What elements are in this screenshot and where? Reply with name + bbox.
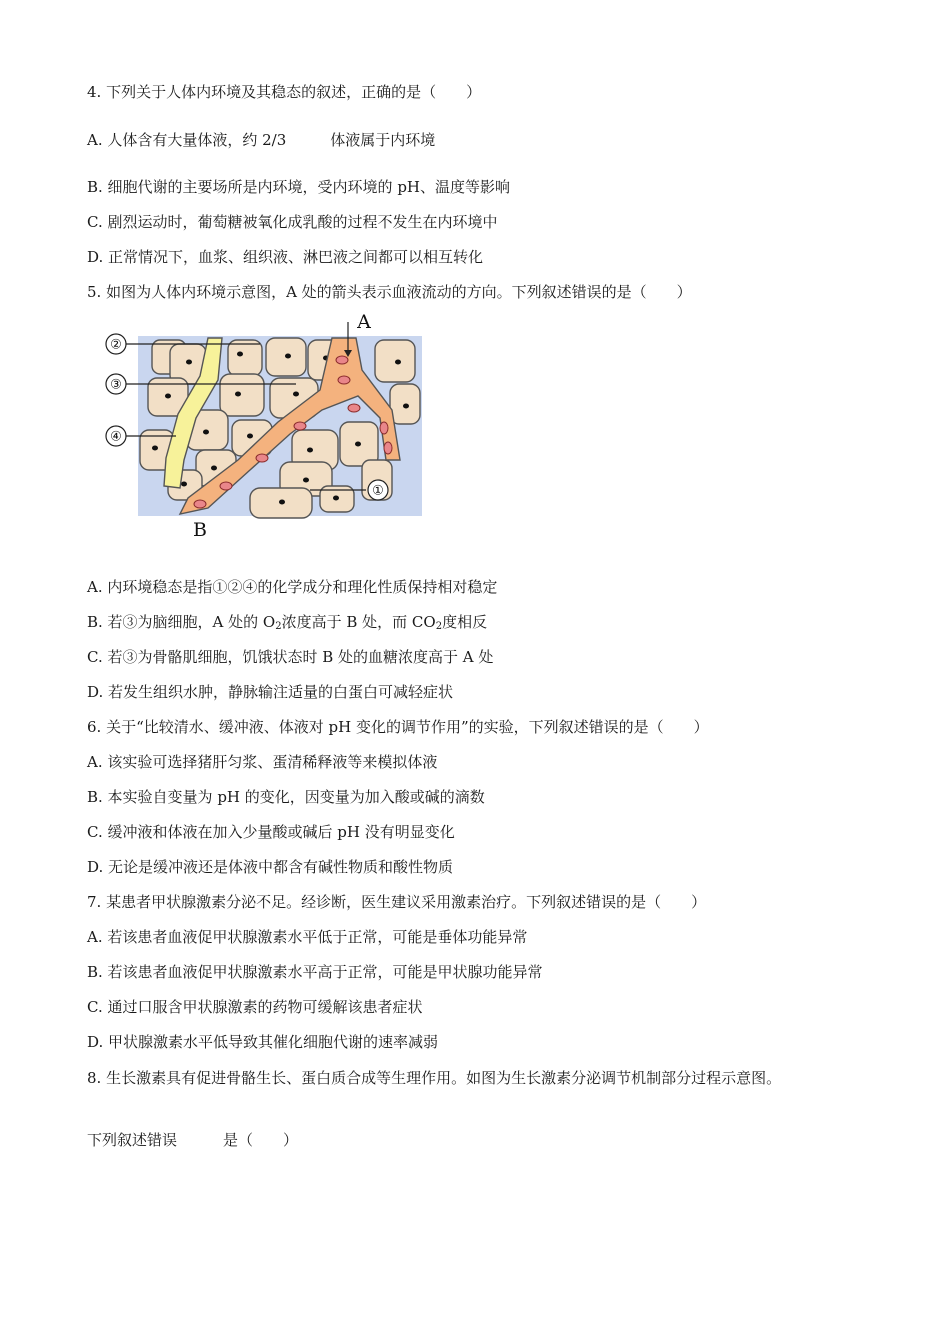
q4-option-a-part2: 体液属于内环境 [330,131,436,149]
q5-option-a: A. 内环境稳态是指①②④的化学成分和理化性质保持相对稳定 [87,578,498,596]
q4-option-a-part1: A. 人体含有大量体液，约 2/3 [87,131,287,149]
q4-stem: 4. 下列关于人体内环境及其稳态的叙述，正确的是（ ） [87,83,482,101]
q5-option-d: D. 若发生组织水肿，静脉输注适量的白蛋白可减轻症状 [87,683,454,701]
q4-option-b: B. 细胞代谢的主要场所是内环境，受内环境的 pH、温度等影响 [87,178,511,196]
q4-option-c: C. 剧烈运动时，葡萄糖被氧化成乳酸的过程不发生在内环境中 [87,213,498,231]
label-B: B [193,519,207,541]
label-A: A [357,311,371,333]
label-4: ④ [110,429,122,445]
label-1: ① [372,483,384,499]
q7-stem: 7. 某患者甲状腺激素分泌不足。经诊断，医生建议采用激素治疗。下列叙述错误的是（ ） [87,893,707,911]
diagram-svg [100,310,430,550]
q4-option-a [87,130,435,150]
q8-stem: 8. 生长激素具有促进骨骼生长、蛋白质合成等生理作用。如图为生长激素分泌调节机制部分过程示意图。 [87,1069,782,1087]
o2-subscript: 2 [275,621,282,632]
label-2: ② [110,337,122,353]
q8-stem-line2 [87,1130,298,1150]
label-3: ③ [110,377,122,393]
internal-environment-diagram [100,310,430,550]
q6-option-c: C. 缓冲液和体液在加入少量酸或碱后 pH 没有明显变化 [87,823,455,841]
q5-option-b-part2: 浓度高于 B 处，而 CO [281,613,436,631]
q5-option-b-part1: B. 若③为脑细胞，A 处的 O [87,613,276,631]
q7-option-b: B. 若该患者血液促甲状腺激素水平高于正常，可能是甲状腺功能异常 [87,963,543,981]
q5-stem: 5. 如图为人体内环境示意图，A 处的箭头表示血液流动的方向。下列叙述错误的是（ ） [87,283,692,301]
q5-option-b-part3: 度相反 [442,613,488,631]
q6-stem: 6. 关于“比较清水、缓冲液、体液对 pH 变化的调节作用”的实验，下列叙述错误的是（ ） [87,718,709,736]
q7-option-d: D. 甲状腺激素水平低导致其催化细胞代谢的速率减弱 [87,1033,439,1051]
q7-option-a: A. 若该患者血液促甲状腺激素水平低于正常，可能是垂体功能异常 [87,928,528,946]
q6-option-d: D. 无论是缓冲液还是体液中都含有碱性物质和酸性物质 [87,858,454,876]
co2-subscript: 2 [435,621,443,632]
q5-option-b [87,612,487,637]
q5-option-c: C. 若③为骨骼肌细胞，饥饿状态时 B 处的血糖浓度高于 A 处 [87,648,494,666]
q7-option-c: C. 通过口服含甲状腺激素的药物可缓解该患者症状 [87,998,423,1016]
q4-option-d: D. 正常情况下，血浆、组织液、淋巴液之间都可以相互转化 [87,248,484,266]
q6-option-a: A. 该实验可选择猪肝匀浆、蛋清稀释液等来模拟体液 [87,753,438,771]
q8-stem2-part2: 是（ ） [223,1131,299,1149]
q6-option-b: B. 本实验自变量为 pH 的变化，因变量为加入酸或碱的滴数 [87,788,485,806]
q8-stem2-part1: 下列叙述错误 [87,1131,178,1149]
